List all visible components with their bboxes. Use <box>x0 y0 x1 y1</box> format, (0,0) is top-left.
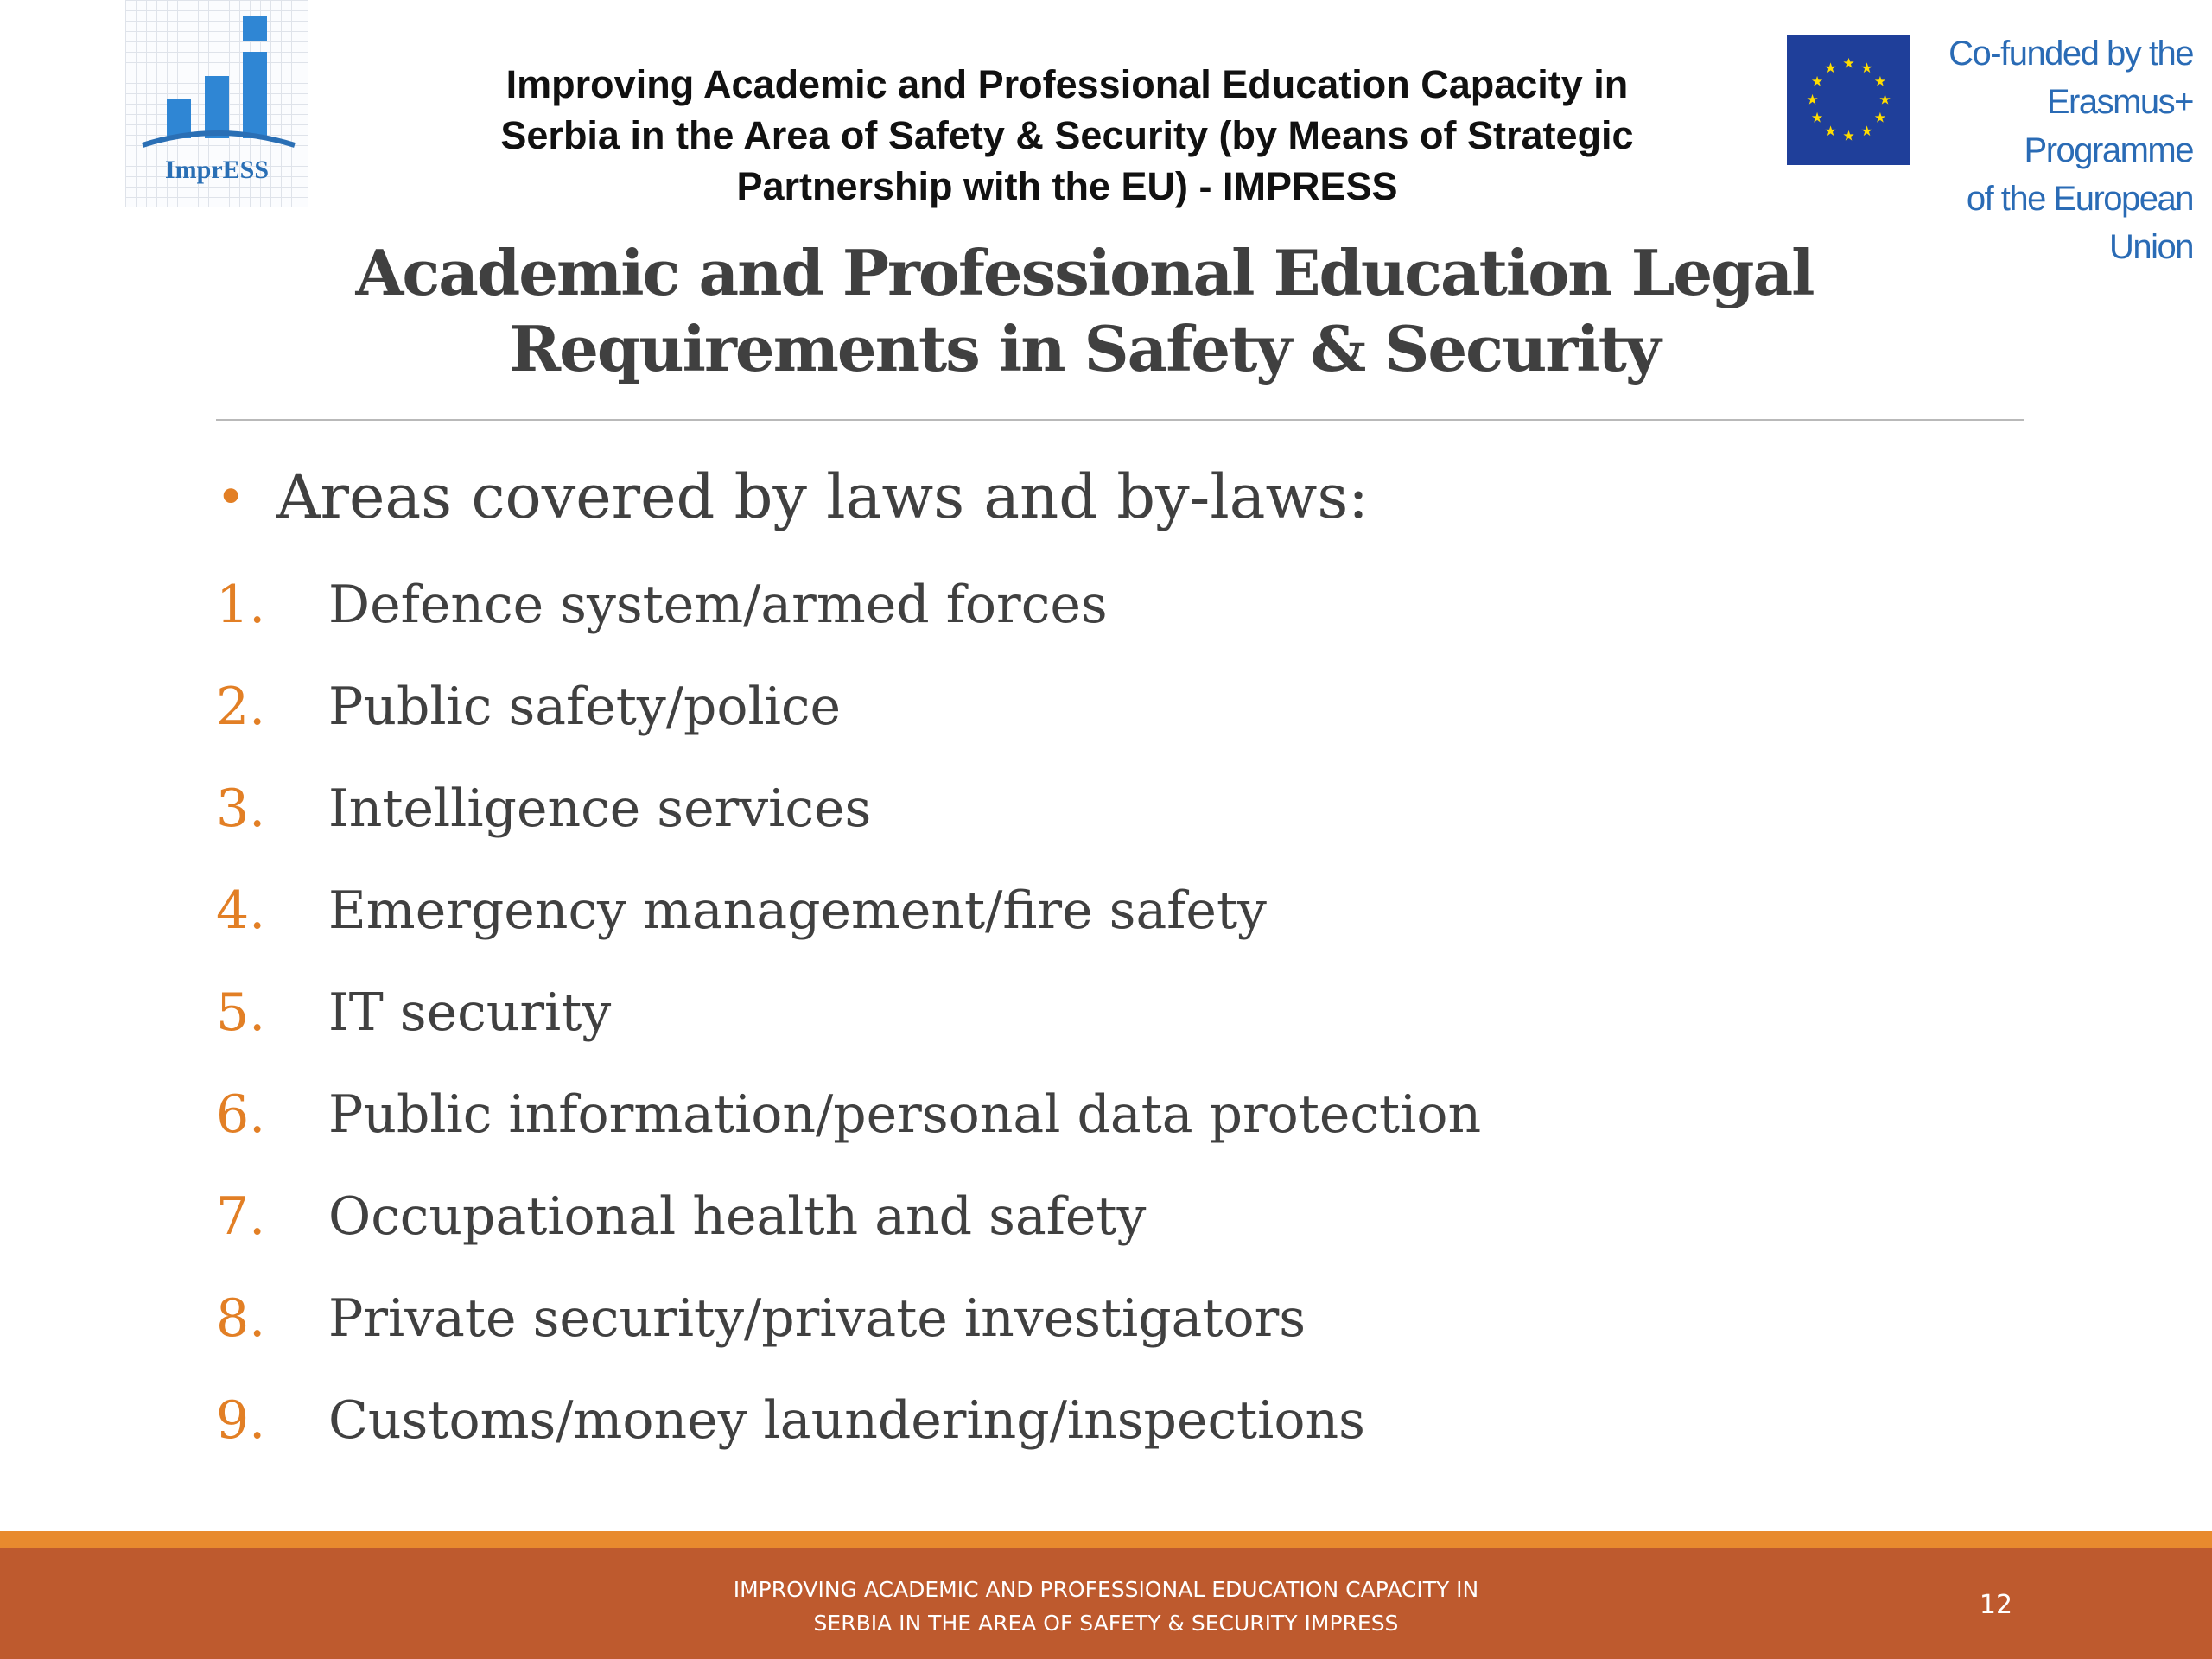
footer-text-line: IMPROVING ACADEMIC AND PROFESSIONAL EDUCATION CAPACITY IN <box>733 1577 1479 1602</box>
eu-star-icon: ★ <box>1842 127 1855 144</box>
list-text: Private security/private investigators <box>328 1288 1306 1349</box>
page-number: 12 <box>1979 1590 2013 1620</box>
bullet-dot-icon: • <box>216 467 246 526</box>
list-text: IT security <box>328 982 612 1043</box>
logo-text: ImprESS <box>164 156 270 184</box>
eu-star-icon: ★ <box>1860 60 1873 77</box>
list-number: 9. <box>216 1390 266 1451</box>
eu-stars-icon <box>1787 35 1910 165</box>
eu-text-line: of the European Union <box>1966 180 2193 266</box>
list-number: 4. <box>216 880 266 941</box>
list-text: Defence system/armed forces <box>328 575 1108 635</box>
eu-star-icon: ★ <box>1824 60 1837 77</box>
list-number: 5. <box>216 982 266 1043</box>
list-text: Occupational health and safety <box>328 1186 1147 1247</box>
list-text: Customs/money laundering/inspections <box>328 1390 1365 1451</box>
eu-flag-icon <box>1787 35 1910 165</box>
title-divider <box>216 419 2024 421</box>
list-number: 2. <box>216 677 266 737</box>
slide-title <box>216 235 1953 387</box>
footer-accent-stripe <box>0 1531 2212 1548</box>
eu-text-line: Erasmus+ Programme <box>2024 83 2193 169</box>
list-text: Public information/personal data protection <box>328 1084 1482 1145</box>
list-number: 7. <box>216 1186 266 1247</box>
project-title-line: Serbia in the Area of Safety & Security (by Means of Strategic <box>500 113 1634 157</box>
eu-star-icon: ★ <box>1824 122 1837 139</box>
eu-star-icon: ★ <box>1810 73 1824 90</box>
project-title-line: Improving Academic and Professional Education Capacity in <box>505 62 1629 106</box>
eu-star-icon: ★ <box>1810 109 1824 126</box>
list-text: Intelligence services <box>328 779 872 839</box>
eu-star-icon: ★ <box>1873 109 1887 126</box>
project-title <box>363 59 1771 212</box>
footer-text-line: SERBIA IN THE AREA OF SAFETY & SECURITY IMPRESS <box>813 1611 1399 1636</box>
list-number: 3. <box>216 779 266 839</box>
footer-text <box>674 1573 1538 1640</box>
slide-title-line: Requirements in Safety & Security <box>509 312 1660 385</box>
impress-logo <box>125 0 308 207</box>
list-text: Emergency management/fire safety <box>328 880 1267 941</box>
list-number: 6. <box>216 1084 266 1145</box>
eu-star-icon: ★ <box>1878 91 1891 108</box>
project-title-line: Partnership with the EU) - IMPRESS <box>736 164 1398 208</box>
eu-star-icon: ★ <box>1842 54 1855 72</box>
eu-star-icon: ★ <box>1873 73 1887 90</box>
eu-star-icon: ★ <box>1806 91 1819 108</box>
eu-star-icon: ★ <box>1860 122 1873 139</box>
bullet-heading-text: Areas covered by laws and by-laws: <box>276 461 1369 532</box>
list-number: 1. <box>216 575 266 635</box>
list-text: Public safety/police <box>328 677 841 737</box>
slide-title-line: Academic and Professional Education Legal <box>355 236 1814 309</box>
bar-chart-logo-icon <box>125 0 308 164</box>
list-number: 8. <box>216 1288 266 1349</box>
eu-text-line: Co-funded by the <box>1948 35 2193 73</box>
